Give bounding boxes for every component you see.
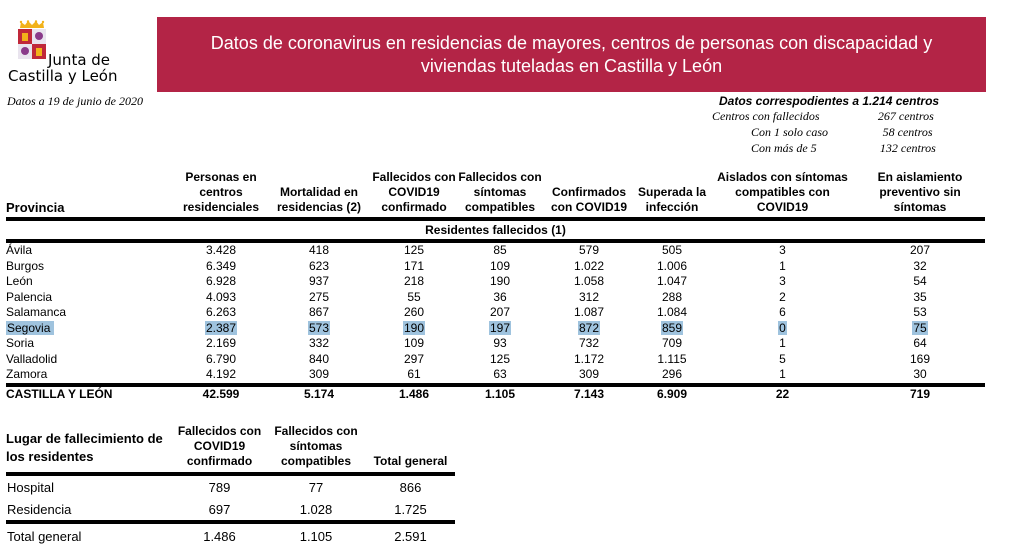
cell-value [372,352,456,368]
value-text: 1.047 [656,274,688,289]
cell-value [456,367,544,385]
value-text: 1 [779,336,786,351]
value-text: 3.428 [205,243,237,258]
cell-value [855,305,985,321]
cell-value: 1.028 [299,501,333,517]
logo-line-1: Junta de [48,51,111,69]
cell-value [710,367,855,385]
value-text: 109 [403,336,425,351]
cell-value: 1.725 [394,501,427,517]
province-label: Segovia [6,321,54,335]
column-header: Mortalidad en residencias (2) [266,168,372,219]
province-name [6,321,176,337]
summary-row [712,140,972,156]
value-text: 190 [489,274,511,289]
total-value: 7.143 [544,385,634,403]
cell-value [266,321,372,337]
cell-value [456,352,544,368]
column-header: Confirmados con COVID19 [544,168,634,219]
value-text: 4.093 [205,289,237,304]
total-value: 719 [855,385,985,403]
province-label: Soria [6,336,35,351]
value-text: 6 [779,305,786,320]
value-text: 312 [578,289,600,304]
cell-value [710,241,855,259]
value-text: 1 [779,367,786,382]
cell-value [176,321,266,337]
total-value: 22 [710,385,855,403]
value-text: 1.172 [573,351,605,366]
cell-value [544,259,634,275]
cell-value [266,336,372,352]
cell-value [372,336,456,352]
column-header: Aislados con síntomas compatibles con COVID19 [710,168,855,219]
column-header: Fallecidos con síntomas compatibles [266,424,366,474]
cell-value [456,241,544,259]
column-header: Total general [366,424,455,474]
death-place-table [6,424,455,548]
cell-value [710,259,855,275]
cell-value [855,367,985,385]
province-label: Valladolid [6,351,58,366]
value-text: 297 [403,351,425,366]
value-text: 1 [779,258,786,273]
value-text: 6.263 [205,305,237,320]
cell-value [710,290,855,306]
date-note: Datos a 19 de junio de 2020 [7,94,143,108]
total-value: 1.105 [266,522,366,548]
value-text: 275 [308,289,330,304]
total-value: 1.105 [456,385,544,403]
value-text: 1.006 [656,258,688,273]
province-name [6,241,176,259]
place-label: Hospital [7,479,54,495]
cell-value [544,352,634,368]
value-text: 2 [779,289,786,304]
cell-value [456,274,544,290]
cell-value [372,259,456,275]
value-text: 0 [779,320,786,335]
total-label: Total general [6,522,173,548]
province-name [6,274,176,290]
cell-value [544,241,634,259]
column-header: Fallecidos con síntomas compatibles [456,168,544,219]
value-text: 218 [403,274,425,289]
cell-value: 789 [208,479,231,495]
table-row [6,498,455,522]
cell-value: 77 [308,479,324,495]
place-label: Residencia [7,501,72,517]
column-header: Lugar de fallecimiento de los residentes [6,424,173,474]
cell-value [634,367,710,385]
value-text: 859 [661,320,683,335]
table-row [6,474,455,498]
value-text: 1.087 [573,305,605,320]
value-text: 1.115 [657,351,687,366]
total-value: 1.486 [173,522,266,548]
subheader-residentes-fallecidos: Residentes fallecidos (1) [6,219,985,241]
value-text: 505 [661,243,683,258]
value-text: 197 [489,320,511,335]
value-text: 30 [913,367,927,382]
cell-value [372,305,456,321]
column-header: Personas en centros residenciales [176,168,266,219]
cell-value [544,274,634,290]
value-text: 418 [308,243,330,258]
cell-value: 866 [399,479,422,495]
value-text: 6.790 [205,351,237,366]
value-text: 2.387 [205,320,237,335]
value-text: 125 [403,243,425,258]
cell-value [544,290,634,306]
value-text: 1.084 [656,305,688,320]
value-text: 207 [489,305,511,320]
total-row [6,522,455,548]
cell-value [855,336,985,352]
column-header-provincia: Provincia [6,168,176,219]
value-text: 93 [493,336,507,351]
value-text: 55 [407,289,421,304]
province-label: León [6,274,33,289]
province-data-table [6,168,985,403]
province-name [6,336,176,352]
province-label: Salamanca [6,305,67,320]
province-name [6,259,176,275]
summary-label: Con 1 solo caso [751,125,829,139]
value-text: 260 [403,305,425,320]
table-row [6,241,985,259]
value-text: 4.192 [205,367,237,382]
summary-row [712,124,972,140]
value-text: 5 [779,351,786,366]
value-text: 288 [661,289,683,304]
cell-value [634,336,710,352]
cell-value [372,321,456,337]
total-row [6,385,985,403]
summary-heading: Datos correspodientes a 1.214 centros [719,94,940,108]
table-row [6,336,985,352]
cell-value [456,305,544,321]
cell-value [710,321,855,337]
cell-value [544,367,634,385]
logo-line-2: Castilla y León [8,67,118,85]
value-text: 6.928 [205,274,237,289]
province-name [6,367,176,385]
column-header: Fallecidos con COVID19 confirmado [173,424,266,474]
cell-value [266,274,372,290]
total-value: 1.486 [372,385,456,403]
title-banner [157,17,986,92]
cell-value [544,321,634,337]
value-text: 54 [913,274,927,289]
value-text: 63 [493,367,507,382]
cell-value [456,290,544,306]
cell-value [544,336,634,352]
province-name [6,290,176,306]
value-text: 36 [493,289,507,304]
page-title: Datos de coronavirus en residencias de mayores, centros de personas con discapacidad y viviendas tuteladas en Castilla y León [210,32,933,76]
province-label: Palencia [6,289,53,304]
value-text: 125 [489,351,511,366]
cell-value [710,274,855,290]
value-text: 872 [578,320,600,335]
table-row [6,305,985,321]
column-header: En aislamiento preventivo sin síntomas [855,168,985,219]
cell-value [176,274,266,290]
total-value: 42.599 [176,385,266,403]
table-row [6,274,985,290]
cell-value [176,259,266,275]
value-text: 53 [913,305,927,320]
cell-value [176,290,266,306]
cell-value [372,367,456,385]
cell-value [634,305,710,321]
cell-value [634,241,710,259]
province-label: Zamora [6,367,48,382]
value-text: 937 [308,274,330,289]
province-label: Burgos [6,258,45,273]
cell-value [634,274,710,290]
table-row [6,290,985,306]
value-text: 579 [578,243,600,258]
cell-value [456,336,544,352]
total-label: CASTILLA Y LEÓN [6,385,176,403]
cell-value [456,259,544,275]
table-row [6,367,985,385]
table-row [6,321,985,337]
province-name [6,352,176,368]
cell-value [372,290,456,306]
value-text: 171 [403,258,425,273]
cell-value [710,305,855,321]
cell-value [176,367,266,385]
cell-value: 697 [208,501,231,517]
total-value: 2.591 [366,522,455,548]
value-text: 190 [403,320,425,335]
value-text: 6.349 [205,258,237,273]
cell-value [544,305,634,321]
logo-text [8,52,117,84]
summary-value: 132 centros [879,141,936,155]
value-text: 75 [913,320,927,335]
cell-value [176,241,266,259]
value-text: 61 [407,367,421,382]
cell-value [634,259,710,275]
summary-label: Con más de 5 [751,141,817,155]
value-text: 1.058 [573,274,605,289]
value-text: 64 [913,336,927,351]
value-text: 840 [308,351,330,366]
value-text: 867 [308,305,330,320]
cell-value [634,290,710,306]
cell-value [266,290,372,306]
summary-label: Centros con fallecidos [712,109,820,123]
cell-value [634,321,710,337]
value-text: 109 [489,258,511,273]
summary-value: 58 centros [882,125,933,139]
table-row [6,352,985,368]
value-text: 207 [909,243,931,258]
value-text: 623 [308,258,330,273]
cell-value [176,352,266,368]
cell-value [855,241,985,259]
cell-value [710,352,855,368]
column-header: Superada la infección [634,168,710,219]
column-header: Fallecidos con COVID19 confirmado [372,168,456,219]
value-text: 32 [913,258,927,273]
total-value: 5.174 [266,385,372,403]
province-label: Ávila [6,243,33,258]
cell-value [176,336,266,352]
value-text: 296 [661,367,683,382]
summary-row [712,108,972,124]
cell-value [176,305,266,321]
table-row [6,259,985,275]
cell-value [855,352,985,368]
cell-value [266,305,372,321]
cell-value [855,274,985,290]
cell-value [266,367,372,385]
value-text: 35 [913,289,927,304]
cell-value [372,241,456,259]
centers-summary [712,94,972,156]
cell-value [372,274,456,290]
cell-value [855,290,985,306]
value-text: 85 [493,243,507,258]
value-text: 1.022 [573,258,605,273]
value-text: 3 [779,274,786,289]
value-text: 309 [578,367,600,382]
province-name [6,305,176,321]
total-value: 6.909 [634,385,710,403]
value-text: 732 [578,336,600,351]
cell-value [266,259,372,275]
cell-value [855,321,985,337]
cell-value [634,352,710,368]
value-text: 332 [308,336,330,351]
junta-castilla-leon-logo [8,18,148,90]
summary-value: 267 centros [877,109,934,123]
value-text: 2.169 [205,336,237,351]
cell-value [855,259,985,275]
cell-value [456,321,544,337]
value-text: 3 [779,243,786,258]
crown-icon [19,20,45,29]
cell-value [266,352,372,368]
value-text: 709 [661,336,683,351]
cell-value [266,241,372,259]
cell-value [710,336,855,352]
value-text: 169 [909,351,931,366]
value-text: 309 [308,367,330,382]
value-text: 573 [308,320,330,335]
